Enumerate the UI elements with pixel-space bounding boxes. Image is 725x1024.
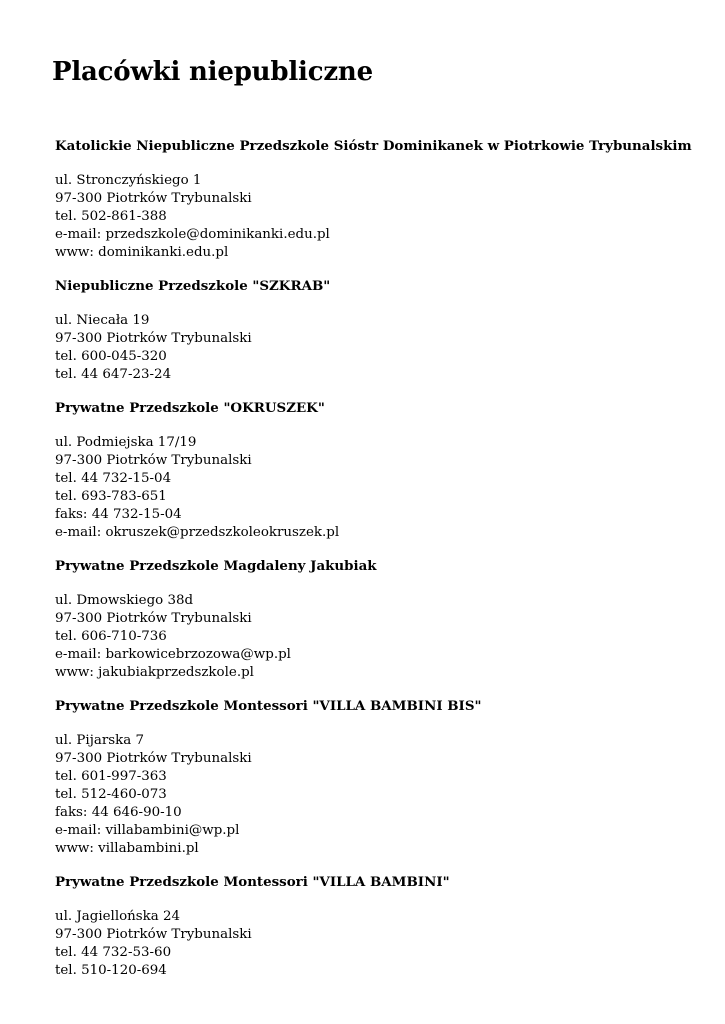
- phone-line: tel. 510-120-694: [55, 963, 167, 978]
- institution-name: Prywatne Przedszkole "OKRUSZEK": [55, 400, 325, 416]
- phone-line: tel. 600-045-320: [55, 349, 167, 364]
- address-line: ul. Niecała 19: [55, 313, 150, 328]
- phone-line: tel. 44 732-15-04: [55, 471, 172, 486]
- institution-entry: [55, 137, 715, 262]
- postal-city-line: 97-300 Piotrków Trybunalski: [55, 453, 252, 468]
- postal-city-line: 97-300 Piotrków Trybunalski: [55, 927, 252, 942]
- phone-line: tel. 44 647-23-24: [55, 367, 172, 382]
- institution-name: Prywatne Przedszkole Montessori "VILLA BAMBINI BIS": [55, 698, 482, 714]
- institution-contact-details: [55, 172, 715, 262]
- address-line: ul. Stronczyńskiego 1: [55, 173, 202, 188]
- fax-line: faks: 44 646-90-10: [55, 805, 182, 820]
- institution-entry: [55, 277, 715, 384]
- website-line: www: dominikanki.edu.pl: [55, 245, 229, 260]
- website-line: www: jakubiakprzedszkole.pl: [55, 665, 254, 680]
- email-line: e-mail: villabambini@wp.pl: [55, 823, 240, 838]
- postal-city-line: 97-300 Piotrków Trybunalski: [55, 191, 252, 206]
- phone-line: tel. 512-460-073: [55, 787, 167, 802]
- institution-entry: [55, 399, 715, 542]
- address-line: ul. Jagiellońska 24: [55, 909, 181, 924]
- institution-name: Niepubliczne Przedszkole "SZKRAB": [55, 278, 331, 294]
- institution-name: Prywatne Przedszkole Montessori "VILLA BAMBINI": [55, 874, 450, 890]
- institution-contact-details: [55, 434, 715, 542]
- email-line: e-mail: okruszek@przedszkoleokruszek.pl: [55, 525, 340, 540]
- postal-city-line: 97-300 Piotrków Trybunalski: [55, 751, 252, 766]
- institution-contact-details: [55, 592, 715, 682]
- institution-entry: [55, 873, 715, 980]
- fax-line: faks: 44 732-15-04: [55, 507, 182, 522]
- institution-name: Katolickie Niepubliczne Przedszkole Sióstr Dominikanek w Piotrkowie Trybunalskim: [55, 138, 692, 154]
- email-line: e-mail: barkowicebrzozowa@wp.pl: [55, 647, 291, 662]
- phone-line: tel. 601-997-363: [55, 769, 167, 784]
- page-title: Placówki niepubliczne: [52, 57, 373, 87]
- institution-contact-details: [55, 908, 715, 980]
- phone-line: tel. 44 732-53-60: [55, 945, 172, 960]
- institution-list: [55, 137, 715, 980]
- address-line: ul. Pijarska 7: [55, 733, 144, 748]
- institution-name: Prywatne Przedszkole Magdaleny Jakubiak: [55, 558, 377, 574]
- phone-line: tel. 502-861-388: [55, 209, 167, 224]
- email-line: e-mail: przedszkole@dominikanki.edu.pl: [55, 227, 330, 242]
- institution-entry: [55, 557, 715, 682]
- address-line: ul. Dmowskiego 38d: [55, 593, 194, 608]
- postal-city-line: 97-300 Piotrków Trybunalski: [55, 331, 252, 346]
- institution-entry: [55, 697, 715, 858]
- institution-contact-details: [55, 732, 715, 858]
- website-line: www: villabambini.pl: [55, 841, 199, 856]
- phone-line: tel. 606-710-736: [55, 629, 167, 644]
- postal-city-line: 97-300 Piotrków Trybunalski: [55, 611, 252, 626]
- phone-line: tel. 693-783-651: [55, 489, 167, 504]
- address-line: ul. Podmiejska 17/19: [55, 435, 197, 450]
- institution-contact-details: [55, 312, 715, 384]
